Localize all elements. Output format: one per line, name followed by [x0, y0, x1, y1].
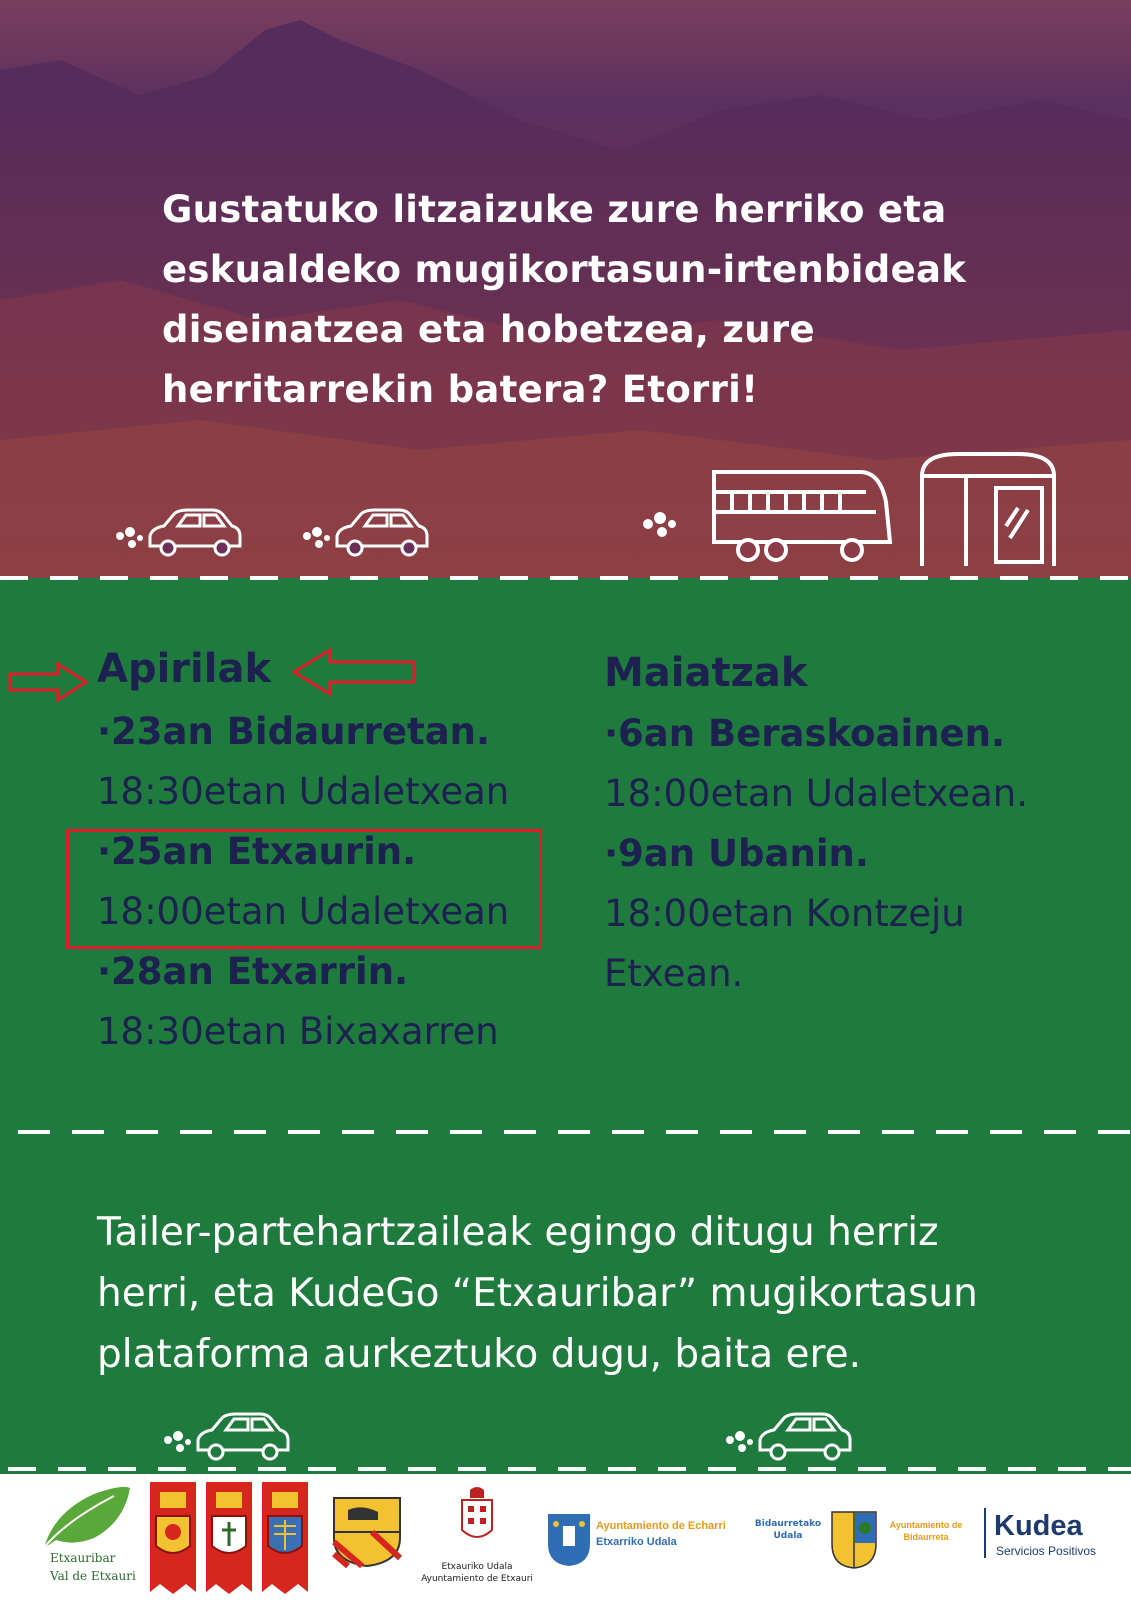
description-line: Tailer-partehartzaileak egingo ditugu herriz [97, 1210, 939, 1255]
month-title-may: Maiatzak [604, 650, 808, 696]
event-day: ·23an Bidaurretan. [97, 710, 491, 753]
description-line: herri, eta KudeGo “Etxauribar” mugikortasun [97, 1271, 978, 1316]
car-icon [718, 1406, 858, 1468]
etxauri-udala-caption: Etxauriko Udala [441, 1562, 513, 1572]
hero-banner [0, 0, 1131, 578]
event-place: 18:00etan Kontzeju [604, 892, 965, 935]
event-place: 18:30etan Bixaxarren [97, 1010, 499, 1053]
event-day: ·28an Etxarrin. [97, 950, 409, 993]
event-place: 18:30etan Udaletxean [97, 770, 510, 813]
kudea-tagline: Servicios Positivos [996, 1544, 1097, 1558]
road-dash-divider [0, 575, 1131, 581]
kudea-logo: Kudea [994, 1510, 1083, 1542]
echarri-caption: Ayuntamiento de Echarri [596, 1520, 726, 1532]
car-icon [156, 1406, 296, 1468]
bidaurreta-coat-of-arms [830, 1510, 878, 1570]
car-icon [108, 502, 248, 564]
description-line: plataforma aurkeztuko dugu, baita ere. [97, 1332, 862, 1377]
event-day: ·6an Beraskoainen. [604, 712, 1006, 755]
event-place: Etxean. [604, 952, 744, 995]
intro-line: Gustatuko litzaizuke zure herriko eta [162, 188, 947, 231]
echarri-coat-of-arms [546, 1512, 592, 1568]
echarri-caption: Etxarriko Udala [596, 1536, 677, 1548]
intro-line: herritarrekin batera? Etorri! [162, 368, 759, 411]
coat-of-arms-shield [332, 1496, 402, 1568]
road-dash-divider [0, 1129, 1131, 1135]
event-place: 18:00etan Udaletxean [97, 890, 510, 933]
etxauri-coat-of-arms [452, 1486, 502, 1550]
etxauri-udala-caption: Ayuntamiento de Etxauri [421, 1574, 533, 1584]
car-icon [295, 502, 435, 564]
bidaurreta-caption: Ayuntamiento de [889, 1520, 963, 1530]
bidaurretako-caption: Bidaurretako [754, 1519, 822, 1529]
event-place: 18:00etan Udaletxean. [604, 772, 1028, 815]
bus-icon [640, 462, 900, 570]
workshop-description [97, 1202, 1097, 1385]
intro-line: eskualdeko mugikortasun-irtenbideak [162, 248, 967, 291]
arrow-left-icon [290, 646, 416, 698]
leaf-logo [34, 1482, 134, 1552]
intro-question [162, 180, 1042, 420]
month-title-april: Apirilak [97, 646, 272, 692]
intro-line: diseinatzea eta hobetzea, zure [162, 308, 815, 351]
divider [984, 1508, 988, 1558]
etxauribar-caption: Etxauribar [50, 1551, 116, 1565]
bidaurretako-caption: Udala [773, 1531, 803, 1541]
bus-stop-icon [918, 448, 1058, 570]
event-day: ·9an Ubanin. [604, 832, 869, 875]
etxauribar-caption: Val de Etxauri [50, 1569, 136, 1583]
arrow-right-icon [8, 660, 90, 704]
bidaurreta-caption: Bidaurreta [903, 1532, 949, 1542]
road-dash-divider [0, 1466, 1131, 1472]
event-day: ·25an Etxaurin. [97, 830, 417, 873]
municipal-banners [146, 1480, 310, 1598]
